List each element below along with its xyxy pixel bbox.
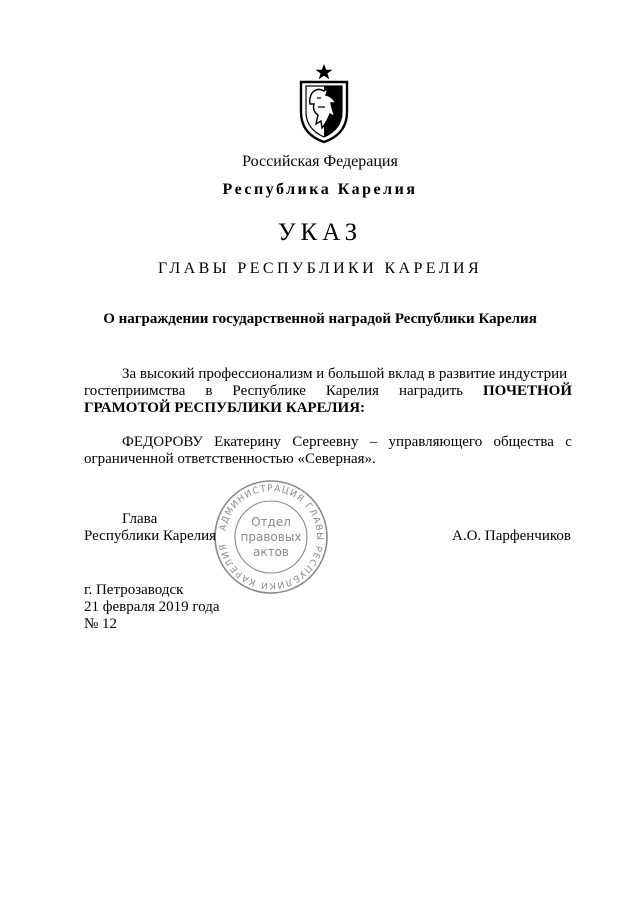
award-word: наградить [398,383,464,399]
award-word: гостеприимства [84,383,186,399]
award-name-part-2: ГРАМОТОЙ РЕСПУБЛИКИ КАРЕЛИЯ: [84,400,366,416]
recipient-word: с [565,434,572,450]
stamp-center-line-3: актов [252,545,290,559]
issue-city: г. Петрозаводск [84,582,184,598]
award-word: в [205,383,213,399]
recipient-paragraph [84,434,572,468]
recipient-word: – [369,434,378,450]
document-type: УКАЗ [277,219,363,246]
issue-date: 21 февраля 2019 года [84,599,220,615]
award-line-2 [84,383,572,400]
karelia-coat-of-arms-icon [297,62,351,144]
recipient-line-2: ограниченной ответственностью «Северная». [84,451,376,467]
award-line-1: За высокий профессионализм и большой вклад в развитие индустрии [122,366,568,382]
signatory-title-line-1: Глава [122,511,158,527]
document-number: № 12 [84,616,118,632]
signatory-name: А.О. Парфенчиков [452,528,571,544]
recipient-word: ФЕДОРОВУ [122,434,203,450]
stamp-center-line-2: правовых [240,530,302,544]
stamp-ring-text: АДМИНИСТРАЦИЯ ГЛАВЫ РЕСПУБЛИКИ КАРЕЛИЯ [218,483,325,591]
recipient-word: Екатерину [214,434,281,450]
republic-name: Республика Карелия [222,181,418,198]
document-issuer: ГЛАВЫ РЕСПУБЛИКИ КАРЕЛИЯ [157,260,483,277]
signatory-title-line-2: Республики Карелия [84,528,217,544]
stamp-center-line-1: Отдел [251,515,291,529]
award-word: Карелия [325,383,379,399]
document-subject: О награждении государственной наградой Республики Карелия [103,311,537,327]
recipient-line-1 [84,434,572,451]
recipient-word: Сергеевну [292,434,359,450]
award-name-part-1: ПОЧЕТНОЙ [483,383,572,399]
country-name: Российская Федерация [242,153,398,170]
award-paragraph [84,366,572,417]
recipient-word: общества [493,434,554,450]
official-stamp-icon [212,478,330,596]
award-word: Республике [232,383,306,399]
recipient-word: управляющего [388,434,483,450]
